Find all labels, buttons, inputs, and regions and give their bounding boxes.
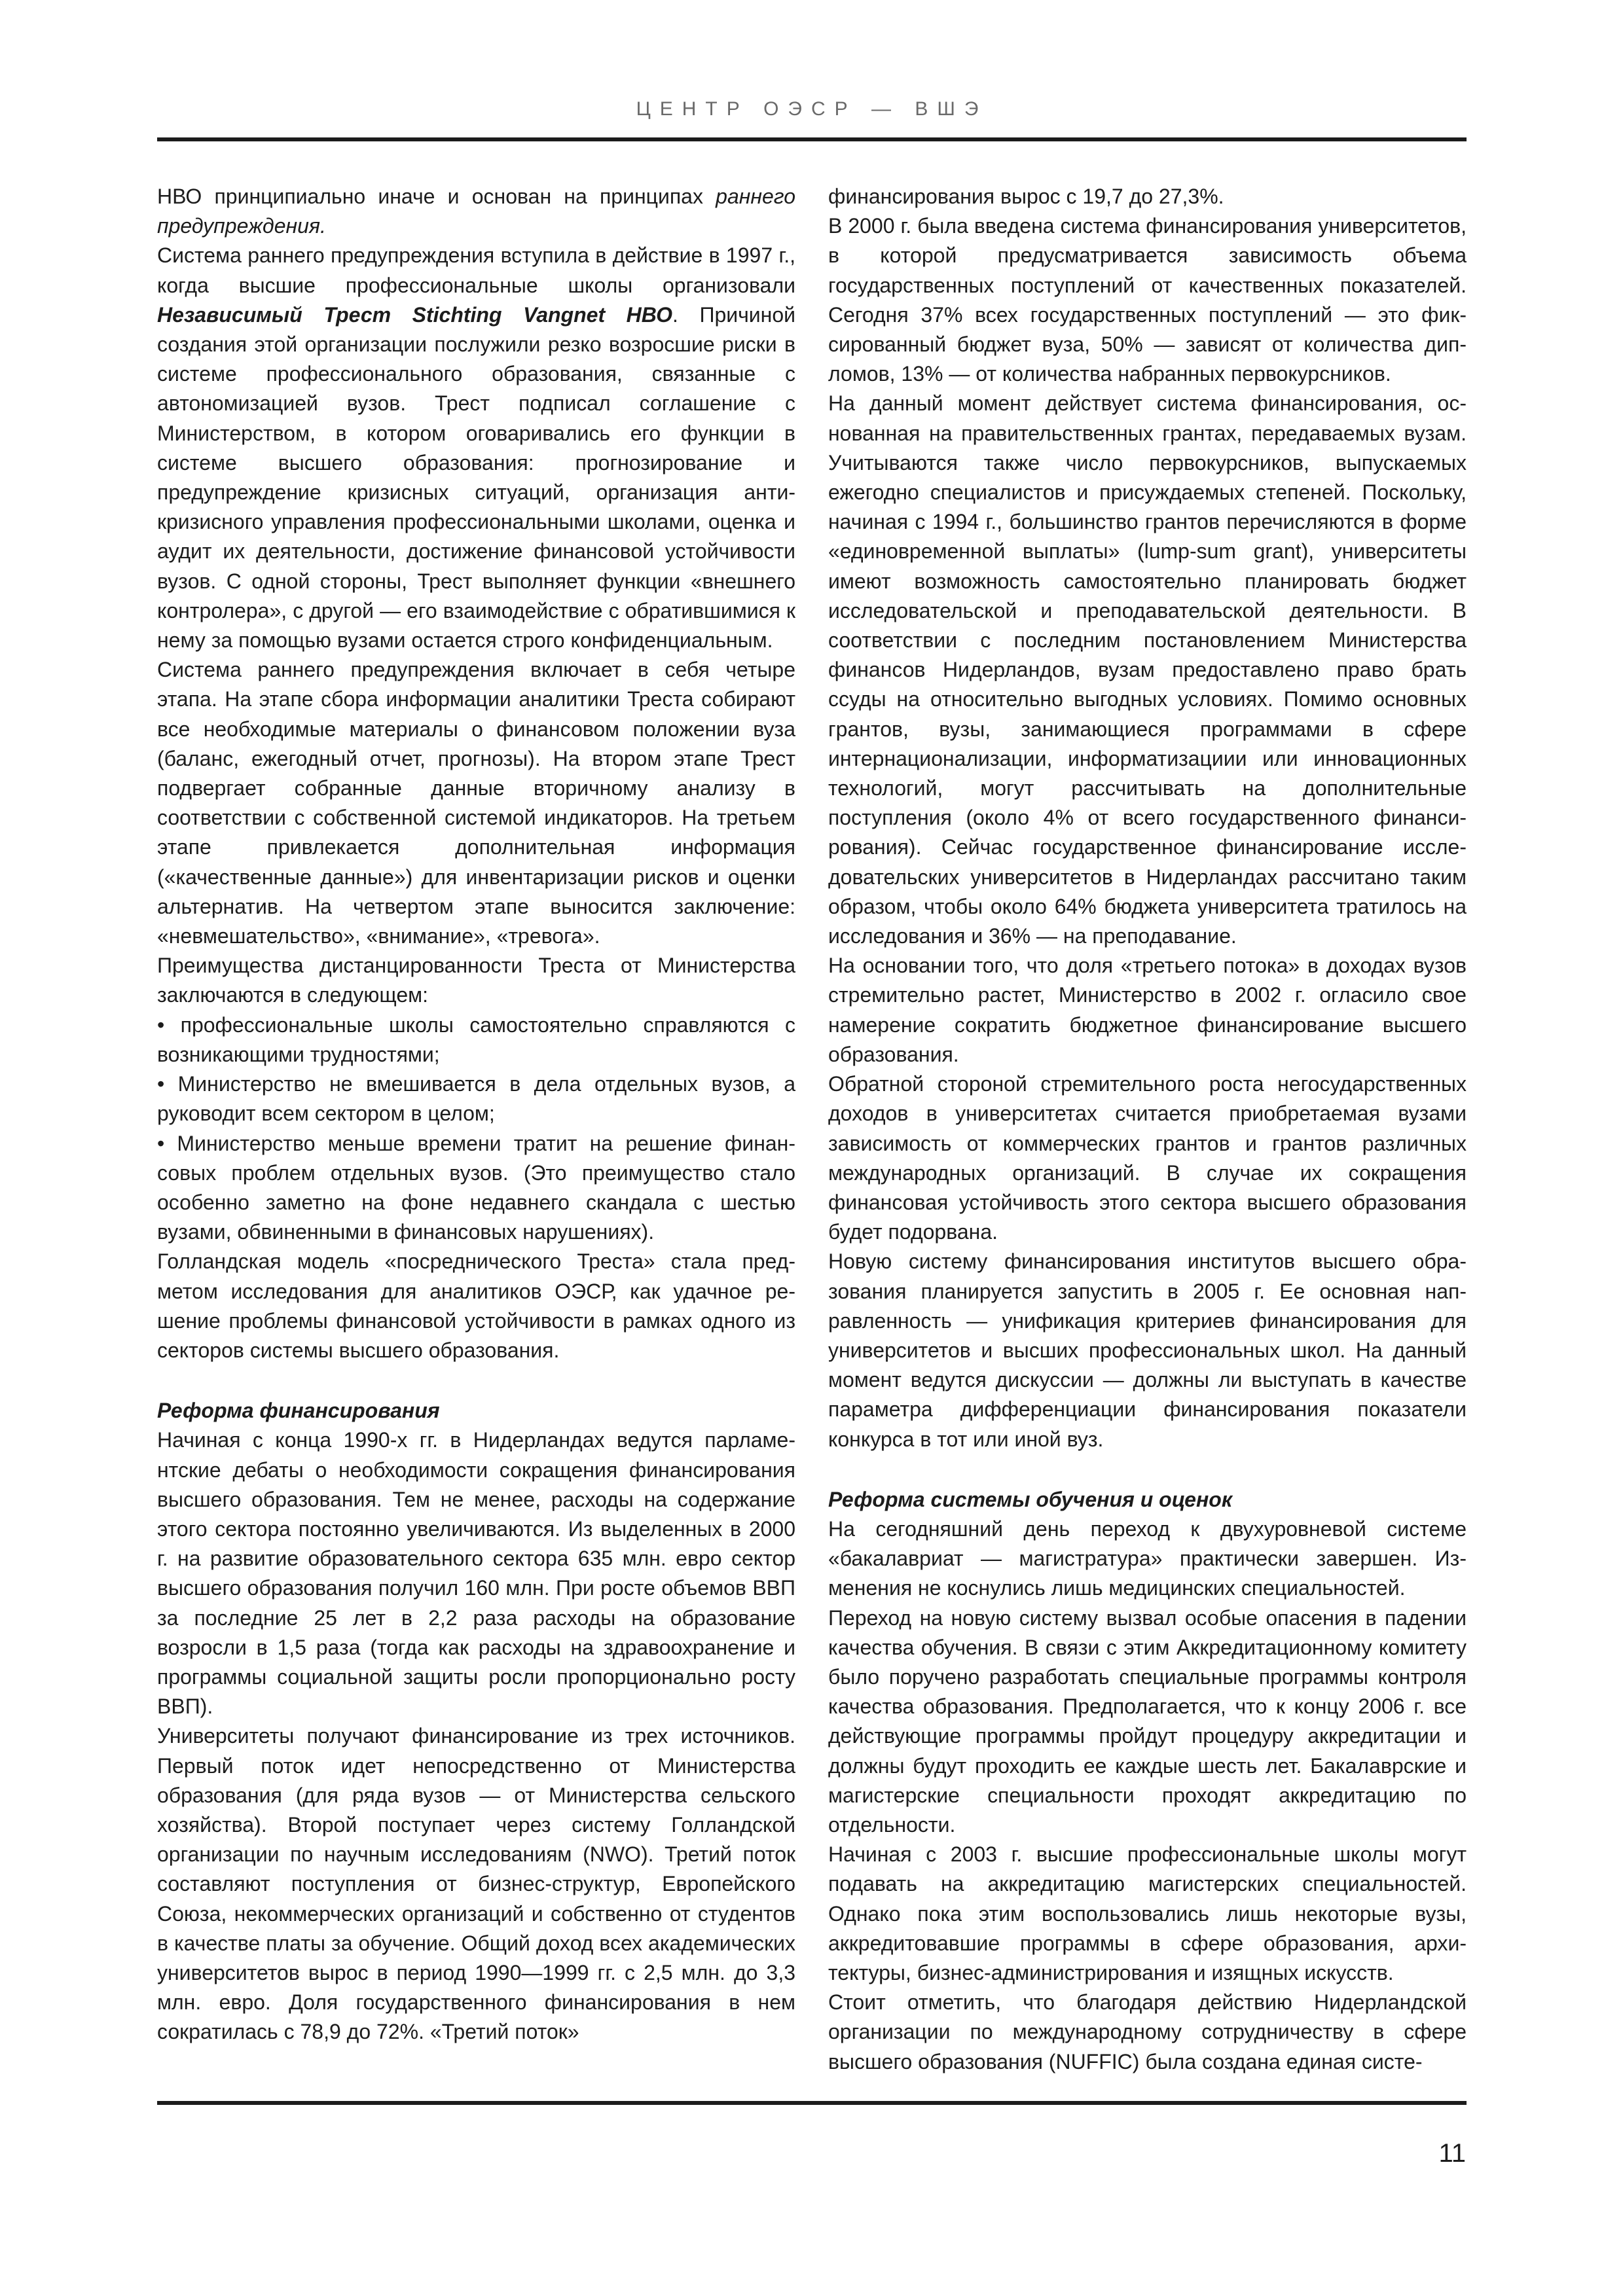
bullet-item: • Министерство меньше времени тратит на решение финансовых проблем отдельных вузов. (Это преимущество стало особенно заметно на фоне недавнего скандала с шестью вузами, обвиненными в финансовых нарушениях). xyxy=(157,1131,795,1244)
right-column xyxy=(828,182,1467,2077)
left-column xyxy=(157,182,795,2047)
paragraph: Система раннего предупреждения включает в себя четыре этапа. На этапе сбора информации аналитики Треста собирают все необходимые материалы о финансовом положении вуза (баланс, ежегодный отчет, прогнозы). На втором этапе Трест подвергает собранные данные вторичному анализу в соответствии с собственной системой индикаторов. На третьем этапе привлекается дополнительная информация («качественные данные») для инвентаризации рисков и оценки альтернатив. На четвертом этапе выносится заключение: «невмешательство», «внимание», «тревога». xyxy=(157,658,795,948)
paragraph: В 2000 г. была введена система финансирования университетов, в которой предусматривается зависимость объема государственных поступлений от качественных показателей. Сегодня 37% всех государственных поступлений — это фиксированный бюджет вуза, 50% — зависят от количества дипломов, 13% — от количества набранных первокурсников. xyxy=(828,214,1467,386)
section-heading: Реформа системы обучения и оценок xyxy=(828,1487,1233,1511)
italic-phrase: раннего предупреждения. xyxy=(157,185,795,238)
paragraph: финансирования вырос с 19,7 до 27,3%. xyxy=(828,185,1224,208)
paragraph: Начиная с конца 1990-х гг. в Нидерландах ведутся парламентские дебаты о необходимости сокращения финансирования высшего образования. Тем не менее, расходы на содержание этого сектора постоянно увеличиваются. Из выделенных в 2000 г. на развитие образовательного сектора 635 млн. евро сектор высшего образования получил 160 млн. При росте объемов ВВП за последние 25 лет в 2,2 раза расходы на образование возросли в 1,5 раза (тогда как расходы на здравоохранение и программы социальной защиты росли пропорционально росту ВВП). xyxy=(157,1428,795,1719)
paragraph: Переход на новую систему вызвал особые опасения в падении качества обучения. В связи с этим Аккредитационному комитету было поручено разработать специальные программы контроля качества образования. Предполагается, что к концу 2006 г. все действующие программы пройдут процедуру аккредитации и должны будут проходить ее каждые шесть лет. Бакалаврские и магистерские специальности проходят аккредитацию по отдельности. xyxy=(828,1605,1467,1837)
paragraph: Преимущества дистанцированности Треста от Министерства заключаются в следующем: xyxy=(157,954,795,1007)
footer-rule xyxy=(157,2101,1467,2105)
paragraph: Стоит отметить, что благодаря действию Нидерландской организации по международному сотрудничеству в сфере высшего образования (NUFFIC) была создана единая систе- xyxy=(828,1990,1467,2073)
paragraph: На основании того, что доля «третьего потока» в доходах вузов стремительно растет, Министерство в 2002 г. огласило свое намерение сократить бюджетное финансирование высшего образования. xyxy=(828,954,1467,1066)
bullet-item: • профессиональные школы самостоятельно справляются с возникающими трудностями; xyxy=(157,1013,795,1066)
header-rule xyxy=(157,137,1467,141)
trust-name-emphasis: Независимый Трест Stichting Vangnet НВО xyxy=(157,302,672,327)
paragraph-text: . Причиной создания этой организации послужили резко возросшие риски в системе профессионального образования, связанные с автономизацией вузов. Трест подписал соглашение с Министерством, в котором оговаривались его функции в системе высшего образования: прогнозирование и предупреждение кризисных ситуаций, организация антикризисного управления профессиональными школами, оценка и аудит их деятельности, достижение финансовой устойчивости вузов. С одной стороны, Трест выполняет функции «внешнего контролера», с другой — его взаимодействие с обратившимися к нему за помощью вузами остается строго конфиденциальным. xyxy=(157,302,796,653)
paragraph: Голландская модель «посреднического Треста» стала предметом исследования для аналитиков ОЭСР, как удачное решение проблемы финансовой устойчивости в рамках одного из секторов системы высшего образования. xyxy=(157,1249,795,1362)
paragraph: Новую систему финансирования институтов высшего образования планируется запустить в 2005 г. Ее основная направленность — унификация критериев финансирования для университетов и высших профессиональных школ. На данный момент ведутся дискуссии — должны ли выступать в качестве параметра дифференциации финансирования показатели конкурса в тот или иной вуз. xyxy=(828,1249,1467,1451)
running-header: ЦЕНТР ОЭСР — ВШЭ xyxy=(636,98,988,120)
paragraph: На сегодняшний день переход к двухуровневой системе «бакалавриат — магистратура» практически завершен. Изменения не коснулись лишь медицинских специальностей. xyxy=(828,1516,1467,1600)
paragraph: Начиная с 2003 г. высшие профессиональные школы могут подавать на аккредитацию магистерских специальностей. Однако пока этим воспользовались лишь некоторые вузы, аккредитовавшие программы в сфере образования, архитектуры, бизнес-администрирования и изящных искусств. xyxy=(828,1842,1467,1984)
paragraph: Обратной стороной стремительного роста негосударственных доходов в университетах считается приобретаемая вузами зависимость от коммерческих грантов и грантов различных международных организаций. В случае их сокращения финансовая устойчивость этого сектора высшего образования будет подорвана. xyxy=(828,1072,1467,1244)
section-heading: Реформа финансирования xyxy=(157,1399,440,1423)
paragraph-text: НВО принципиально иначе и основан на принципах xyxy=(157,185,716,208)
bullet-item: • Министерство не вмешивается в дела отдельных вузов, а руководит всем сектором в целом; xyxy=(157,1072,795,1126)
paragraph-text: Система раннего предупреждения вступила в действие в 1997 г., когда высшие профессиональные школы организовали xyxy=(157,243,795,297)
paragraph: Университеты получают финансирование из трех источников. Первый поток идет непосредственно от Министерства образования (для ряда вузов — от Министерства сельского хозяйства). Второй поступает через систему Голландской организации по научным исследованиям (NWO). Третий поток составляют поступления от бизнес-структур, Европейского Союза, некоммерческих организаций и собственно от студентов в качестве платы за обучение. Общий доход всех академических университетов вырос в период 1990—1999 гг. с 2,5 млн. до 3,3 млн. евро. Доля государственного финансирования в нем сократилась с 78,9 до 72%. «Третий поток» xyxy=(157,1724,795,2044)
paragraph xyxy=(157,182,795,241)
paragraph: На данный момент действует система финансирования, основанная на правительственных грантах, передаваемых вузам. Учитываются также число первокурсников, выпускаемых ежегодно специалистов и присуждаемых степеней. Поскольку, начиная с 1994 г., большинство грантов перечисляются в форме «единовременной выплаты» (lump-sum grant), университеты имеют возможность самостоятельно планировать бюджет исследовательской и преподавательской деятельности. В соответствии с последним постановлением Министерства финансов Нидерландов, вузам предоставлено право брать ссуды на относительно выгодных условиях. Помимо основных грантов, вузы, занимающиеся программами в сфере интернационализации, информатизациии или инновационных технологий, могут рассчитывать на дополнительные поступления (около 4% от всего государственного финансирования). Сейчас государственное финансирование исследовательских университетов в Нидерландах рассчитано таким образом, чтобы около 64% бюджета университета тратилось на исследования и 36% — на преподавание. xyxy=(828,391,1467,948)
paragraph xyxy=(157,241,795,655)
page-number: 11 xyxy=(1438,2139,1466,2168)
